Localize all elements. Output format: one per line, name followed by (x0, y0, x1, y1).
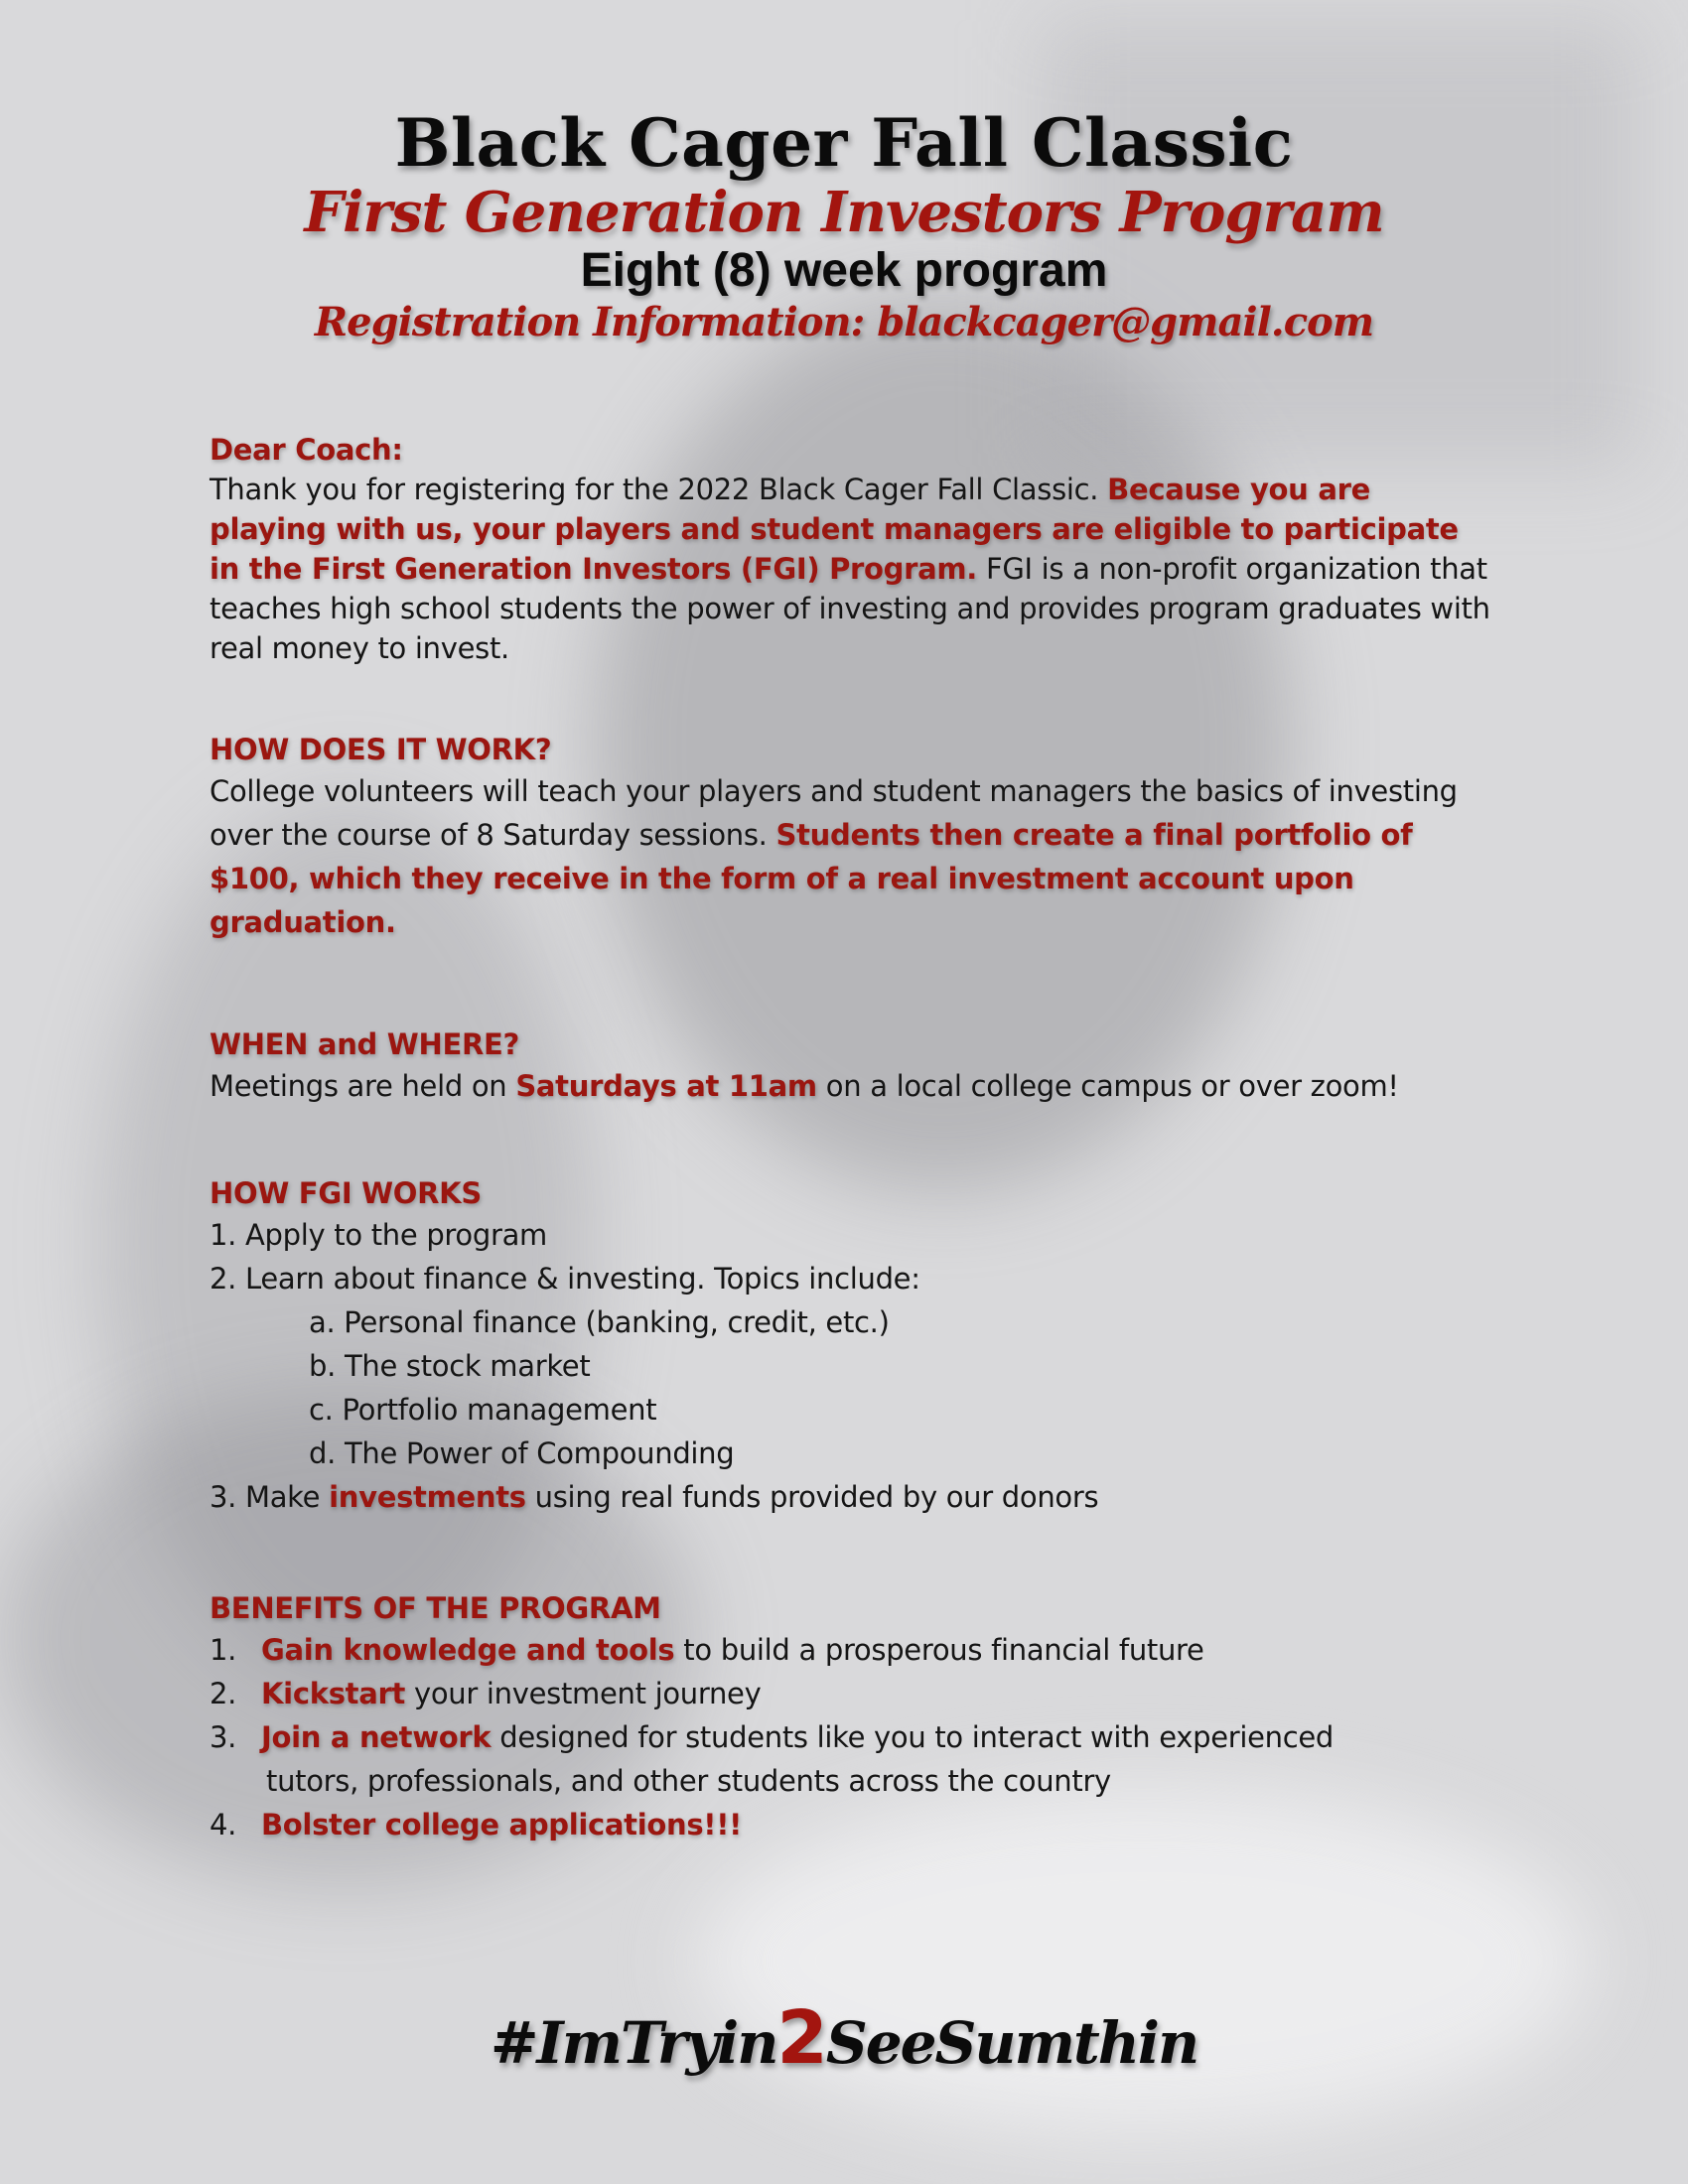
how-it-works-section (210, 730, 1490, 944)
benefit-highlight: Kickstart (261, 1677, 406, 1710)
fgi-works-heading: HOW FGI WORKS (210, 1176, 482, 1210)
how-it-works-text: College volunteers will teach your players and student managers the basics of investing over the course of 8 Saturday sessions. (210, 774, 1458, 852)
fgi-step-3 (210, 1475, 1490, 1519)
benefit-text: designed for students like you to interact with experienced (491, 1720, 1335, 1754)
fgi-topic: b. The stock market (309, 1349, 591, 1383)
intro-text: Thank you for registering for the 2022 Black Cager Fall Classic. (210, 473, 1108, 506)
page-title: Black Cager Fall Classic (394, 104, 1294, 182)
step-3-prefix: 3. Make (210, 1480, 330, 1514)
benefit-number: 3. (210, 1720, 237, 1754)
benefit-highlight: Bolster college applications!!! (261, 1808, 743, 1842)
intro-heading: Dear Coach: (210, 433, 403, 467)
registration-info: Registration Information: blackcager@gmail.com (314, 299, 1374, 345)
when-text-1: Meetings are held on (210, 1069, 516, 1103)
benefit-number: 4. (210, 1808, 237, 1842)
benefit-item (210, 1715, 1490, 1759)
step-3-suffix: using real funds provided by our donors (525, 1480, 1099, 1514)
how-it-works-heading: HOW DOES IT WORK? (210, 733, 552, 766)
when-where-text (210, 1064, 1490, 1108)
fgi-topic: a. Personal finance (banking, credit, etc.) (309, 1305, 890, 1339)
step-3-highlight: investments (329, 1480, 526, 1514)
when-where-section (210, 1024, 1490, 1108)
hashtag-post: SeeSumthin (825, 2009, 1198, 2077)
intro-section (210, 430, 1490, 668)
benefit-highlight: Join a network (261, 1720, 492, 1754)
benefits-heading: BENEFITS OF THE PROGRAM (210, 1591, 661, 1625)
fgi-topic: c. Portfolio management (309, 1393, 657, 1427)
intro-highlight: Because you are playing with us, your players and student managers are eligible to participate in the First Generation Investors (FGI) Program. (210, 473, 1459, 586)
hashtag-pre: #ImTryin (490, 2009, 777, 2077)
benefit-item (210, 1672, 1490, 1715)
how-it-works-paragraph (210, 769, 1490, 944)
footer-hashtag (0, 1995, 1688, 2081)
benefit-number: 2. (210, 1677, 237, 1710)
page-header (0, 104, 1688, 346)
intro-text-2: FGI is a non-profit organization that teaches high school students the power of investing and provides program graduates with real money to invest. (210, 552, 1490, 665)
benefit-text: to build a prosperous financial future (674, 1633, 1204, 1667)
benefit-highlight: Gain knowledge and tools (261, 1633, 675, 1667)
benefit-item (210, 1628, 1490, 1672)
page-subtitle: First Generation Investors Program (304, 180, 1384, 245)
fgi-topic: d. The Power of Compounding (309, 1436, 735, 1470)
benefit-text: your investment journey (405, 1677, 762, 1710)
when-text-2: on a local college campus or over zoom! (816, 1069, 1399, 1103)
fgi-works-section (210, 1173, 1490, 1519)
program-duration: Eight (8) week program (580, 244, 1108, 297)
when-highlight: Saturdays at 11am (515, 1069, 817, 1103)
hashtag-number: 2 (776, 1995, 826, 2081)
fgi-step-1: 1. Apply to the program (210, 1218, 548, 1252)
when-where-heading: WHEN and WHERE? (210, 1027, 520, 1061)
intro-paragraph (210, 470, 1490, 668)
benefit-number: 1. (210, 1633, 237, 1667)
benefits-section (210, 1588, 1490, 1846)
benefit-continuation: tutors, professionals, and other students across the country (266, 1764, 1111, 1798)
how-it-works-highlight: Students then create a final portfolio of $100, which they receive in the form of a real investment account upon graduation. (210, 818, 1413, 939)
benefit-item (210, 1803, 1490, 1846)
fgi-step-2: 2. Learn about finance & investing. Topics include: (210, 1262, 920, 1296)
